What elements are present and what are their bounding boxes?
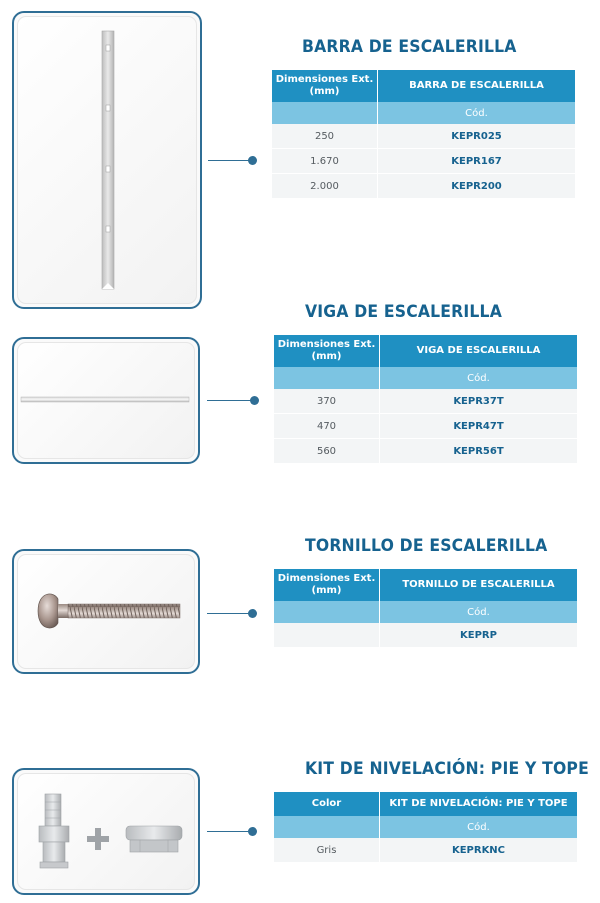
code-cell: KEPR37T (380, 389, 578, 414)
table-row (274, 389, 577, 414)
product-title-viga: VIGA DE ESCALERILLA (305, 302, 503, 322)
subheader-empty (274, 367, 380, 389)
code-cell: KEPRP (380, 623, 578, 648)
dimension-cell: 250 (272, 124, 378, 149)
code-cell: KEPRKNC (380, 838, 578, 863)
dimension-cell: 1.670 (272, 149, 378, 174)
subheader-empty (274, 816, 380, 838)
dimension-cell: 2.000 (272, 174, 378, 199)
product-image-viga (12, 337, 200, 464)
dimension-cell (274, 623, 380, 648)
col-header-color: Color (274, 792, 380, 816)
table-row (272, 149, 575, 174)
connector-line (207, 831, 252, 832)
connector-line (207, 400, 254, 401)
code-cell: KEPR025 (378, 124, 576, 149)
spec-table-tornillo (274, 569, 577, 648)
dimension-cell: 560 (274, 439, 380, 464)
col-header-dimensiones: Dimensiones Ext. (mm) (274, 569, 380, 601)
subheader-empty (272, 102, 378, 124)
plus-icon (87, 828, 109, 850)
viga-image (14, 339, 198, 462)
kit-image (14, 770, 198, 893)
code-cell: KEPR56T (380, 439, 578, 464)
table-row (274, 439, 577, 464)
spec-table-kit (274, 792, 577, 863)
dimension-cell: 370 (274, 389, 380, 414)
connector-dot (248, 156, 257, 165)
dimension-cell: 470 (274, 414, 380, 439)
product-image-barra (12, 11, 202, 309)
product-image-kit (12, 768, 200, 895)
spec-table-barra (272, 70, 575, 199)
connector-dot (248, 827, 257, 836)
tornillo-image (14, 551, 198, 672)
product-title-barra: BARRA DE ESCALERILLA (302, 37, 517, 57)
table-row (274, 838, 577, 863)
code-cell: KEPR47T (380, 414, 578, 439)
subheader-code-label: Cód. (378, 102, 576, 124)
subheader-code-label: Cód. (380, 367, 578, 389)
spec-table-viga (274, 335, 577, 464)
col-header-dimensiones: Dimensiones Ext. (mm) (272, 70, 378, 102)
subheader-code-label: Cód. (380, 601, 578, 623)
table-row (272, 124, 575, 149)
col-header-product: KIT DE NIVELACIÓN: PIE Y TOPE (380, 792, 578, 816)
connector-line (208, 160, 252, 161)
table-row (274, 623, 577, 648)
col-header-product: VIGA DE ESCALERILLA (380, 335, 578, 367)
barra-image (14, 13, 200, 307)
leveling-foot-icon (39, 794, 69, 868)
col-header-product: TORNILLO DE ESCALERILLA (380, 569, 578, 601)
table-row (272, 174, 575, 199)
end-cap-icon (126, 826, 182, 852)
connector-dot (248, 609, 257, 618)
table-row (274, 414, 577, 439)
subheader-empty (274, 601, 380, 623)
connector-line (207, 613, 252, 614)
color-cell: Gris (274, 838, 380, 863)
code-cell: KEPR200 (378, 174, 576, 199)
code-cell: KEPR167 (378, 149, 576, 174)
connector-dot (250, 396, 259, 405)
product-title-tornillo: TORNILLO DE ESCALERILLA (305, 536, 548, 556)
subheader-code-label: Cód. (380, 816, 578, 838)
col-header-dimensiones: Dimensiones Ext. (mm) (274, 335, 380, 367)
product-title-kit: KIT DE NIVELACIÓN: PIE Y TOPE (305, 759, 589, 779)
product-image-tornillo (12, 549, 200, 674)
col-header-product: BARRA DE ESCALERILLA (378, 70, 576, 102)
